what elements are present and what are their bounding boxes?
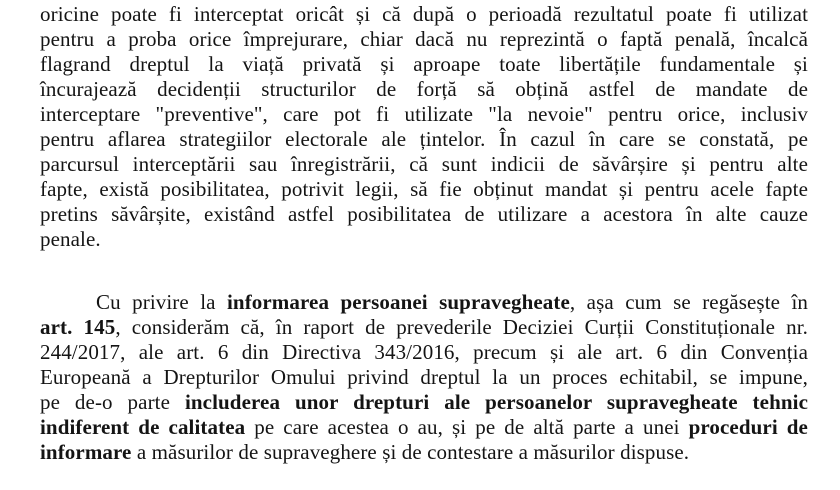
paragraph-2-line-1 bbox=[96, 290, 808, 314]
paragraph-1-line-8: fapte, există posibilitatea, potrivit legii, să fie obținut mandat și pentru acele fapte bbox=[40, 177, 808, 201]
paragraph-1-line-10: penale. bbox=[40, 227, 101, 251]
text-run: a măsurilor de supraveghere și de contestare a măsurilor dispuse. bbox=[131, 440, 690, 464]
text-run: Cu privire la bbox=[96, 290, 227, 314]
paragraph-2-line-3: 244/2017, ale art. 6 din Directiva 343/2016, precum și ale art. 6 din Convenția bbox=[40, 340, 808, 364]
bold-text-run: proceduri de bbox=[688, 415, 808, 439]
paragraph-2-line-5 bbox=[40, 390, 808, 414]
paragraph-1-line-1: oricine poate fi interceptat oricât și că după o perioadă rezultatul poate fi utilizat bbox=[40, 2, 808, 26]
text-run: pe care acestea o au, și pe de altă parte a unei bbox=[245, 415, 689, 439]
paragraph-1-line-6: pentru aflarea strategiilor electorale ale țintelor. În cazul în care se constată, pe bbox=[40, 127, 808, 151]
paragraph-1-line-3: flagrand dreptul la viață privată și aproape toate libertățile fundamentale și bbox=[40, 52, 808, 76]
text-run: , considerăm că, în raport de prevederile Deciziei Curții Constituționale nr. bbox=[115, 315, 808, 339]
bold-text-run: informarea persoanei supravegheate bbox=[226, 290, 570, 314]
bold-text-run: indiferent de calitatea bbox=[40, 415, 246, 439]
text-run: pe de-o parte bbox=[40, 390, 185, 414]
paragraph-1-line-4: încurajează decidenții structurilor de forță să obțină astfel de mandate de bbox=[40, 77, 808, 101]
paragraph-2-line-2 bbox=[40, 315, 808, 339]
bold-text-run: informare bbox=[40, 440, 132, 464]
text-run: , așa cum se regăsește în bbox=[569, 290, 808, 314]
paragraph-2-line-4: Europeană a Drepturilor Omului privind dreptul la un proces echitabil, se impune, bbox=[40, 365, 808, 389]
paragraph-1-line-7: parcursul interceptării sau înregistrării, că sunt indicii de săvârșire și pentru alte bbox=[40, 152, 808, 176]
bold-text-run: includerea unor drepturi ale persoanelor supravegheate tehnic bbox=[184, 390, 808, 414]
paragraph-2-line-6 bbox=[40, 415, 808, 439]
bold-text-run: art. 145 bbox=[40, 315, 116, 339]
paragraph-2-line-7 bbox=[40, 440, 808, 464]
paragraph-1-line-5: interceptare "preventive", care pot fi utilizate "la nevoie" pentru orice, inclusiv bbox=[40, 102, 808, 126]
paragraph-1-line-9: pretins săvârșite, existând astfel posibilitatea de utilizare a acestora în alte cauze bbox=[40, 202, 808, 226]
paragraph-1-line-2: pentru a proba orice împrejurare, chiar dacă nu reprezintă o faptă penală, încalcă bbox=[40, 27, 808, 51]
